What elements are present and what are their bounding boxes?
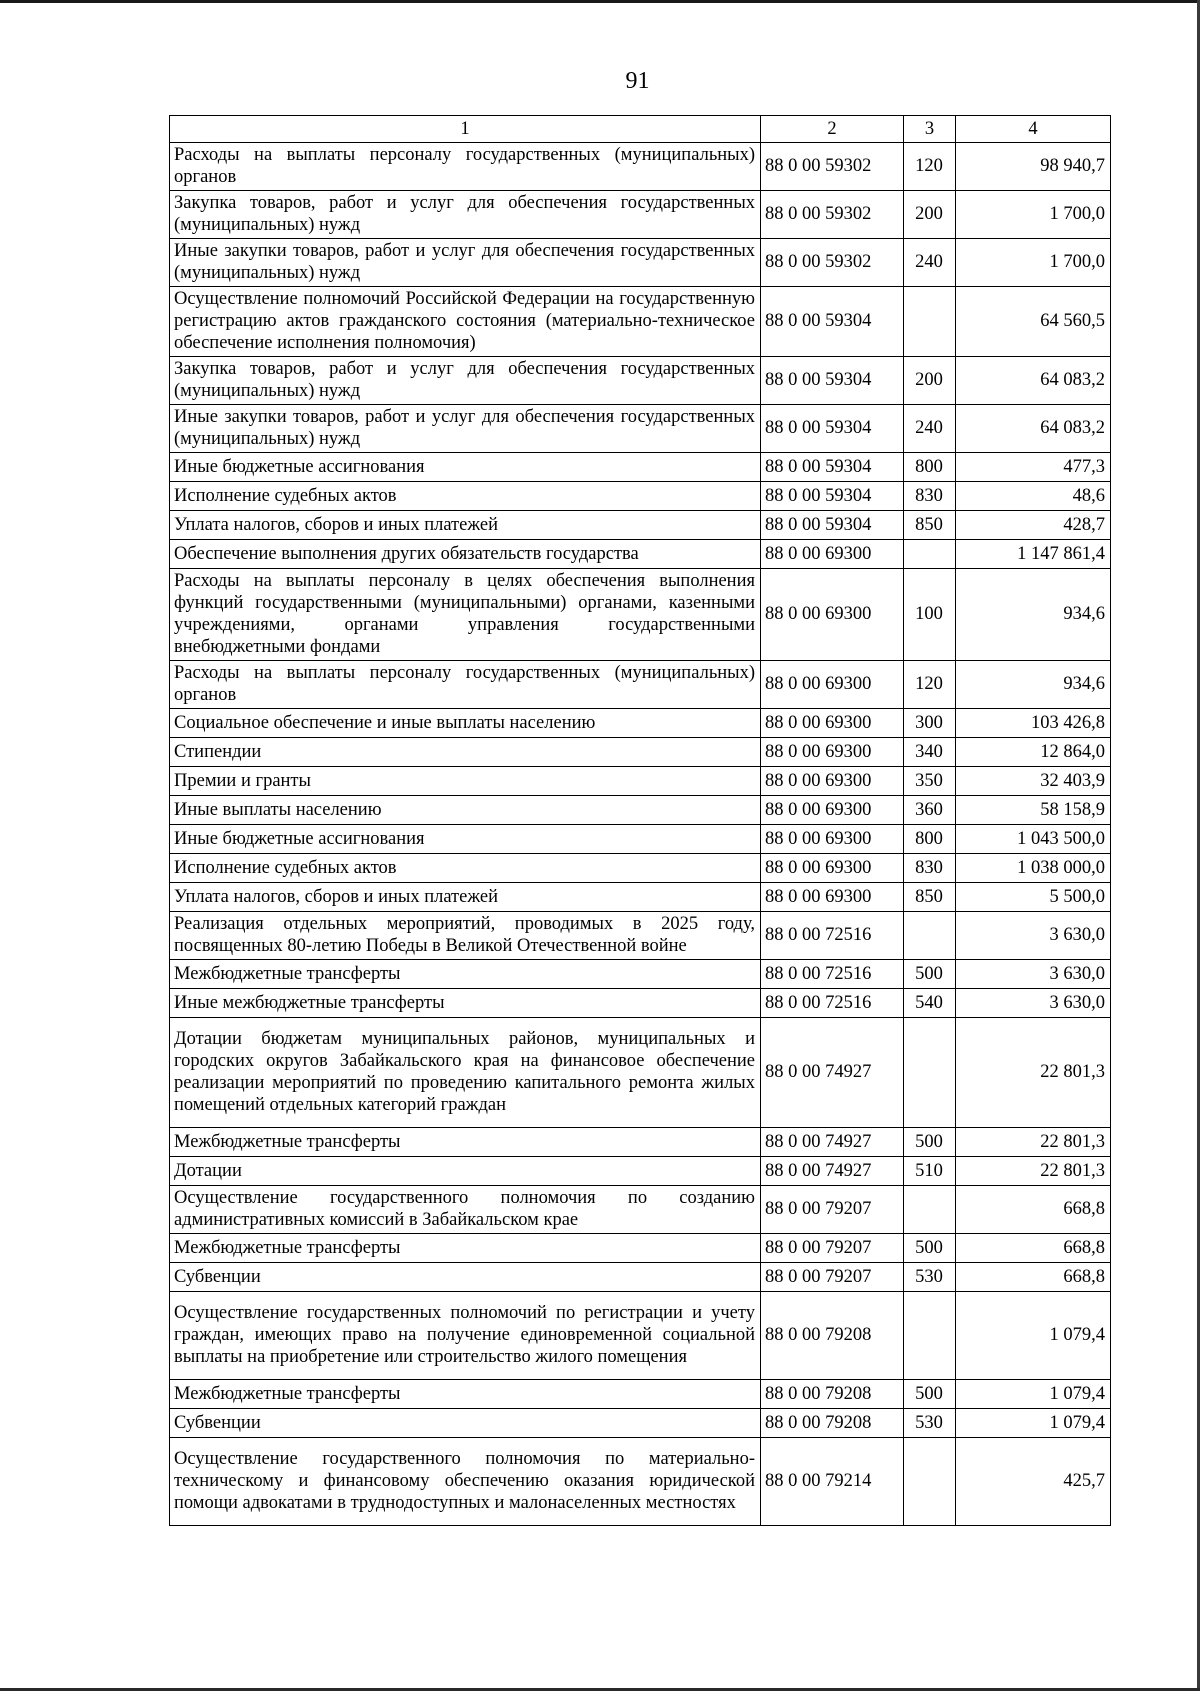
- table-row: [170, 1409, 1111, 1438]
- row-name-cell: Стипендии: [170, 738, 761, 767]
- table-row: [170, 854, 1111, 883]
- row-type-cell: 120: [904, 661, 956, 709]
- row-code-cell: 88 0 00 74927: [761, 1018, 904, 1128]
- table-row: [170, 287, 1111, 357]
- row-amount-cell: 64 560,5: [956, 287, 1111, 357]
- table-row: [170, 357, 1111, 405]
- table-row: [170, 767, 1111, 796]
- row-name-cell: Уплата налогов, сборов и иных платежей: [170, 511, 761, 540]
- row-code-cell: 88 0 00 59304: [761, 511, 904, 540]
- table-row: [170, 912, 1111, 960]
- row-type-cell: [904, 1018, 956, 1128]
- row-type-cell: 500: [904, 1128, 956, 1157]
- row-amount-cell: 1 079,4: [956, 1409, 1111, 1438]
- table-header-row: [170, 116, 1111, 143]
- row-code-cell: 88 0 00 72516: [761, 912, 904, 960]
- row-amount-cell: 98 940,7: [956, 143, 1111, 191]
- row-type-cell: 500: [904, 1380, 956, 1409]
- row-type-cell: 830: [904, 854, 956, 883]
- table-row: [170, 989, 1111, 1018]
- row-name-cell: Субвенции: [170, 1263, 761, 1292]
- row-type-cell: 360: [904, 796, 956, 825]
- row-name-cell: Осуществление государственного полномочия по материально-техническому и финансовому обеспечению оказания юридической помощи адвокатами в труднодоступных и малонаселенных местностях: [170, 1438, 761, 1526]
- row-amount-cell: 64 083,2: [956, 405, 1111, 453]
- row-name-cell: Иные закупки товаров, работ и услуг для обеспечения государственных (муниципальных) нужд: [170, 239, 761, 287]
- row-type-cell: 240: [904, 405, 956, 453]
- row-code-cell: 88 0 00 72516: [761, 989, 904, 1018]
- table-row: [170, 482, 1111, 511]
- row-name-cell: Осуществление полномочий Российской Федерации на государственную регистрацию актов гражданского состояния (материально-техническое обеспечение исполнения полномочия): [170, 287, 761, 357]
- row-type-cell: [904, 1186, 956, 1234]
- scan-top-edge: [0, 0, 1200, 3]
- row-code-cell: 88 0 00 69300: [761, 767, 904, 796]
- row-code-cell: 88 0 00 79208: [761, 1380, 904, 1409]
- row-name-cell: Иные выплаты населению: [170, 796, 761, 825]
- table-row: [170, 191, 1111, 239]
- table-row: [170, 883, 1111, 912]
- row-code-cell: 88 0 00 59302: [761, 239, 904, 287]
- row-code-cell: 88 0 00 79208: [761, 1409, 904, 1438]
- row-name-cell: Иные закупки товаров, работ и услуг для обеспечения государственных (муниципальных) нужд: [170, 405, 761, 453]
- table-row: [170, 540, 1111, 569]
- row-type-cell: 500: [904, 1234, 956, 1263]
- table-body: [170, 143, 1111, 1526]
- row-code-cell: 88 0 00 79208: [761, 1292, 904, 1380]
- row-amount-cell: 103 426,8: [956, 709, 1111, 738]
- row-amount-cell: 668,8: [956, 1263, 1111, 1292]
- row-name-cell: Исполнение судебных актов: [170, 854, 761, 883]
- row-code-cell: 88 0 00 72516: [761, 960, 904, 989]
- row-type-cell: 100: [904, 569, 956, 661]
- row-code-cell: 88 0 00 69300: [761, 854, 904, 883]
- row-type-cell: [904, 540, 956, 569]
- row-code-cell: 88 0 00 79214: [761, 1438, 904, 1526]
- row-code-cell: 88 0 00 59302: [761, 143, 904, 191]
- row-amount-cell: 64 083,2: [956, 357, 1111, 405]
- row-name-cell: Расходы на выплаты персоналу в целях обеспечения выполнения функций государственными (муниципальными) органами, казенными учреждениями, органами управления государственными внебюджетными фондами: [170, 569, 761, 661]
- budget-table: [169, 115, 1111, 1526]
- row-type-cell: 500: [904, 960, 956, 989]
- row-name-cell: Дотации бюджетам муниципальных районов, муниципальных и городских округов Забайкальского края на финансовое обеспечение реализации мероприятий по проведению капитального ремонта жилых помещений отдельных категорий граждан: [170, 1018, 761, 1128]
- row-code-cell: 88 0 00 74927: [761, 1128, 904, 1157]
- row-name-cell: Обеспечение выполнения других обязательств государства: [170, 540, 761, 569]
- row-code-cell: 88 0 00 74927: [761, 1157, 904, 1186]
- column-header-1: 1: [170, 116, 761, 143]
- table-row: [170, 825, 1111, 854]
- row-type-cell: 240: [904, 239, 956, 287]
- table-row: [170, 1186, 1111, 1234]
- table-row: [170, 796, 1111, 825]
- row-type-cell: 540: [904, 989, 956, 1018]
- row-type-cell: 510: [904, 1157, 956, 1186]
- column-header-2: 2: [761, 116, 904, 143]
- row-code-cell: 88 0 00 69300: [761, 738, 904, 767]
- row-amount-cell: 22 801,3: [956, 1018, 1111, 1128]
- row-code-cell: 88 0 00 69300: [761, 540, 904, 569]
- row-amount-cell: 22 801,3: [956, 1128, 1111, 1157]
- row-amount-cell: 12 864,0: [956, 738, 1111, 767]
- row-name-cell: Осуществление государственного полномочия по созданию административных комиссий в Забайкальском крае: [170, 1186, 761, 1234]
- row-amount-cell: 22 801,3: [956, 1157, 1111, 1186]
- row-amount-cell: 477,3: [956, 453, 1111, 482]
- row-code-cell: 88 0 00 59304: [761, 453, 904, 482]
- row-name-cell: Иные межбюджетные трансферты: [170, 989, 761, 1018]
- row-amount-cell: 5 500,0: [956, 883, 1111, 912]
- table-row: [170, 1292, 1111, 1380]
- table-row: [170, 453, 1111, 482]
- row-name-cell: Расходы на выплаты персоналу государственных (муниципальных) органов: [170, 143, 761, 191]
- row-name-cell: Расходы на выплаты персоналу государственных (муниципальных) органов: [170, 661, 761, 709]
- table-row: [170, 143, 1111, 191]
- table-row: [170, 239, 1111, 287]
- table-row: [170, 1018, 1111, 1128]
- row-name-cell: Закупка товаров, работ и услуг для обеспечения государственных (муниципальных) нужд: [170, 357, 761, 405]
- row-name-cell: Дотации: [170, 1157, 761, 1186]
- table-row: [170, 738, 1111, 767]
- page-number: 91: [625, 68, 650, 94]
- row-name-cell: Закупка товаров, работ и услуг для обеспечения государственных (муниципальных) нужд: [170, 191, 761, 239]
- row-code-cell: 88 0 00 79207: [761, 1263, 904, 1292]
- row-code-cell: 88 0 00 79207: [761, 1234, 904, 1263]
- row-amount-cell: 1 700,0: [956, 191, 1111, 239]
- table-row: [170, 1380, 1111, 1409]
- table-row: [170, 1263, 1111, 1292]
- row-name-cell: Межбюджетные трансферты: [170, 1380, 761, 1409]
- row-type-cell: 800: [904, 453, 956, 482]
- row-code-cell: 88 0 00 59304: [761, 287, 904, 357]
- row-amount-cell: 48,6: [956, 482, 1111, 511]
- row-name-cell: Исполнение судебных актов: [170, 482, 761, 511]
- row-type-cell: 200: [904, 191, 956, 239]
- column-header-4: 4: [956, 116, 1111, 143]
- row-type-cell: 300: [904, 709, 956, 738]
- row-code-cell: 88 0 00 69300: [761, 883, 904, 912]
- row-code-cell: 88 0 00 59302: [761, 191, 904, 239]
- row-type-cell: 800: [904, 825, 956, 854]
- row-type-cell: 850: [904, 511, 956, 540]
- row-type-cell: 850: [904, 883, 956, 912]
- table-row: [170, 960, 1111, 989]
- table-row: [170, 1157, 1111, 1186]
- table-row: [170, 1438, 1111, 1526]
- row-name-cell: Уплата налогов, сборов и иных платежей: [170, 883, 761, 912]
- row-amount-cell: 3 630,0: [956, 912, 1111, 960]
- table-row: [170, 709, 1111, 738]
- row-name-cell: Межбюджетные трансферты: [170, 960, 761, 989]
- row-amount-cell: 1 079,4: [956, 1292, 1111, 1380]
- row-amount-cell: 1 079,4: [956, 1380, 1111, 1409]
- row-code-cell: 88 0 00 69300: [761, 709, 904, 738]
- row-amount-cell: 668,8: [956, 1186, 1111, 1234]
- row-name-cell: Межбюджетные трансферты: [170, 1128, 761, 1157]
- table-row: [170, 661, 1111, 709]
- row-amount-cell: 668,8: [956, 1234, 1111, 1263]
- row-amount-cell: 1 038 000,0: [956, 854, 1111, 883]
- row-code-cell: 88 0 00 79207: [761, 1186, 904, 1234]
- row-type-cell: 530: [904, 1263, 956, 1292]
- row-amount-cell: 1 043 500,0: [956, 825, 1111, 854]
- row-amount-cell: 58 158,9: [956, 796, 1111, 825]
- row-amount-cell: 1 700,0: [956, 239, 1111, 287]
- row-code-cell: 88 0 00 69300: [761, 796, 904, 825]
- table-row: [170, 405, 1111, 453]
- row-type-cell: 830: [904, 482, 956, 511]
- row-code-cell: 88 0 00 69300: [761, 569, 904, 661]
- row-amount-cell: 3 630,0: [956, 960, 1111, 989]
- row-name-cell: Осуществление государственных полномочий по регистрации и учету граждан, имеющих право на получение единовременной социальной выплаты на приобретение или строительство жилого помещения: [170, 1292, 761, 1380]
- row-amount-cell: 1 147 861,4: [956, 540, 1111, 569]
- row-amount-cell: 428,7: [956, 511, 1111, 540]
- column-header-3: 3: [904, 116, 956, 143]
- row-name-cell: Социальное обеспечение и иные выплаты населению: [170, 709, 761, 738]
- row-amount-cell: 425,7: [956, 1438, 1111, 1526]
- table-row: [170, 1128, 1111, 1157]
- row-code-cell: 88 0 00 59304: [761, 405, 904, 453]
- row-amount-cell: 32 403,9: [956, 767, 1111, 796]
- row-type-cell: 350: [904, 767, 956, 796]
- row-code-cell: 88 0 00 59304: [761, 357, 904, 405]
- row-amount-cell: 934,6: [956, 569, 1111, 661]
- table-row: [170, 1234, 1111, 1263]
- row-name-cell: Межбюджетные трансферты: [170, 1234, 761, 1263]
- row-type-cell: [904, 1438, 956, 1526]
- row-name-cell: Субвенции: [170, 1409, 761, 1438]
- row-name-cell: Иные бюджетные ассигнования: [170, 453, 761, 482]
- row-name-cell: Реализация отдельных мероприятий, проводимых в 2025 году, посвященных 80-летию Победы в Великой Отечественной войне: [170, 912, 761, 960]
- row-name-cell: Премии и гранты: [170, 767, 761, 796]
- row-type-cell: [904, 1292, 956, 1380]
- row-name-cell: Иные бюджетные ассигнования: [170, 825, 761, 854]
- row-type-cell: [904, 912, 956, 960]
- row-code-cell: 88 0 00 59304: [761, 482, 904, 511]
- row-type-cell: 530: [904, 1409, 956, 1438]
- table-row: [170, 511, 1111, 540]
- row-amount-cell: 3 630,0: [956, 989, 1111, 1018]
- table-row: [170, 569, 1111, 661]
- row-type-cell: 200: [904, 357, 956, 405]
- row-code-cell: 88 0 00 69300: [761, 661, 904, 709]
- row-code-cell: 88 0 00 69300: [761, 825, 904, 854]
- row-type-cell: [904, 287, 956, 357]
- row-type-cell: 120: [904, 143, 956, 191]
- row-type-cell: 340: [904, 738, 956, 767]
- row-amount-cell: 934,6: [956, 661, 1111, 709]
